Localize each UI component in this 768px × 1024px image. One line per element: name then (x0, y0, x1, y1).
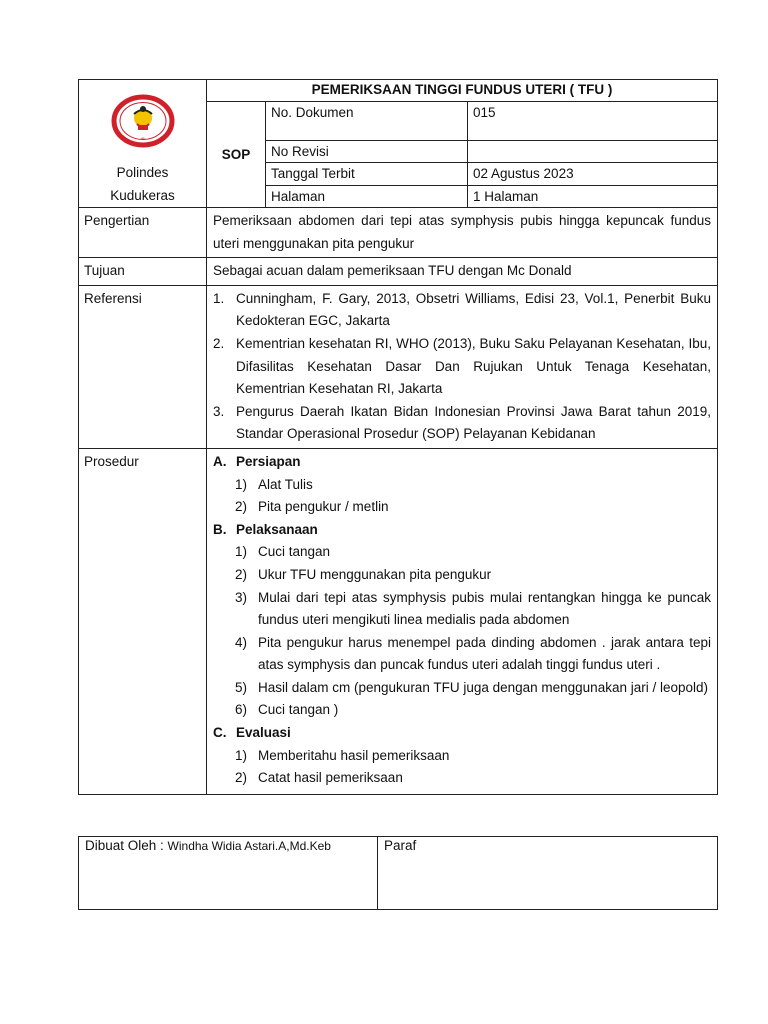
header-label-no-revisi: No Revisi (266, 140, 468, 163)
step-text: Cuci tangan (258, 544, 331, 560)
referensi-item-number: 2. (213, 335, 225, 351)
step-text: Cuci tangan ) (258, 702, 339, 718)
step-number: 4) (235, 634, 248, 650)
prosedur-step (213, 699, 711, 722)
paraf-cell (378, 837, 718, 910)
referensi-item-text: Kementrian kesehatan RI, WHO (2013), Buku Saku Pelayanan Kesehatan, Ibu, Difasilitas Kesehatan Dasar Dan Rujukan Untuk Tenaga Kesehatan, Kementrian Kesehatan RI, Jakarta (236, 335, 711, 397)
dibuat-oleh-name: Windha Widia Astari.A,Md.Keb (167, 839, 331, 853)
step-number: 2) (235, 770, 248, 786)
prosedur-step (213, 541, 711, 564)
step-number: 1) (235, 476, 248, 492)
prosedur-step (213, 745, 711, 768)
referensi-item-text: Pengurus Daerah Ikatan Bidan Indonesian Provinsi Jawa Barat tahun 2019, Standar Operasional Prosedur (SOP) Pelayanan Kebidanan (236, 403, 711, 442)
step-text: Catat hasil pemeriksaan (258, 770, 403, 786)
referensi-list (207, 285, 718, 448)
step-number: 2) (235, 499, 248, 515)
dibuat-oleh-label: Dibuat Oleh : (85, 838, 168, 853)
referensi-item-number: 3. (213, 403, 225, 419)
prosedur-step (213, 632, 711, 677)
signature-table (78, 836, 718, 910)
svg-text:IBI: IBI (140, 136, 145, 141)
header-label-no-dokumen: No. Dokumen (266, 102, 468, 141)
prosedur-label: Prosedur (79, 448, 207, 794)
tujuan-label: Tujuan (79, 258, 207, 286)
prosedur-step (213, 767, 711, 790)
prosedur-content (207, 448, 718, 794)
tujuan-text: Sebagai acuan dalam pemeriksaan TFU dengan Mc Donald (207, 258, 718, 286)
step-text: Pita pengukur / metlin (258, 499, 389, 515)
referensi-item (213, 333, 711, 401)
header-value-no-dokumen: 015 (468, 102, 718, 141)
referensi-item-text: Cunningham, F. Gary, 2013, Obsetri Williams, Edisi 23, Vol.1, Penerbit Buku Kedokteran EGC, Jakarta (236, 290, 711, 329)
step-number: 1) (235, 747, 248, 763)
prosedur-section-heading (213, 519, 711, 542)
section-title: Persiapan (236, 453, 301, 469)
header-value-halaman: 1 Halaman (468, 185, 718, 208)
referensi-label: Referensi (79, 285, 207, 448)
step-number: 1) (235, 544, 248, 560)
referensi-item-number: 1. (213, 290, 225, 306)
section-number: C. (213, 725, 227, 741)
referensi-item (213, 401, 711, 446)
prosedur-step (213, 474, 711, 497)
step-text: Hasil dalam cm (pengukuran TFU juga dengan menggunakan jari / leopold) (258, 679, 709, 695)
prosedur-step (213, 564, 711, 587)
step-number: 6) (235, 702, 248, 718)
header-label-halaman: Halaman (266, 185, 468, 208)
step-text: Pita pengukur harus menempel pada dinding abdomen . jarak antara tepi atas symphysis dan puncak fundus uteri adalah tinggi fundus uteri . (258, 634, 711, 673)
step-number: 3) (235, 589, 248, 605)
ibi-logo-icon (111, 94, 175, 148)
section-title: Evaluasi (236, 725, 291, 741)
prosedur-step (213, 496, 711, 519)
step-text: Memberitahu hasil pemeriksaan (258, 747, 450, 763)
step-text: Ukur TFU menggunakan pita pengukur (258, 566, 492, 582)
document-title: PEMERIKSAAN TINGGI FUNDUS UTERI ( TFU ) (207, 80, 718, 102)
org-name-line1: Polindes (116, 165, 169, 180)
pengertian-text: Pemeriksaan abdomen dari tepi atas symphysis pubis hingga kepuncak fundus uteri menggunakan pita pengukur (207, 208, 718, 258)
section-number: A. (213, 453, 227, 469)
prosedur-section-heading (213, 722, 711, 745)
header-value-no-revisi (468, 140, 718, 163)
sop-label: SOP (207, 102, 266, 208)
referensi-item (213, 288, 711, 333)
paraf-label: Paraf (384, 838, 417, 853)
org-name-line2: Kudukeras (110, 188, 175, 203)
step-number: 5) (235, 679, 248, 695)
header-value-tanggal-terbit: 02 Agustus 2023 (468, 163, 718, 186)
pengertian-label: Pengertian (79, 208, 207, 258)
header-label-tanggal-terbit: Tanggal Terbit (266, 163, 468, 186)
sop-table (78, 79, 718, 795)
section-title: Pelaksanaan (236, 521, 318, 537)
prosedur-step (213, 587, 711, 632)
step-text: Mulai dari tepi atas symphysis pubis mulai rentangkan hingga ke puncak fundus uteri mengikuti linea medialis pada abdomen (258, 589, 711, 628)
organization-cell (79, 80, 207, 208)
section-number: B. (213, 521, 227, 537)
dibuat-oleh-cell (79, 837, 378, 910)
prosedur-section-heading (213, 451, 711, 474)
step-text: Alat Tulis (258, 476, 313, 492)
prosedur-step (213, 677, 711, 700)
step-number: 2) (235, 566, 248, 582)
